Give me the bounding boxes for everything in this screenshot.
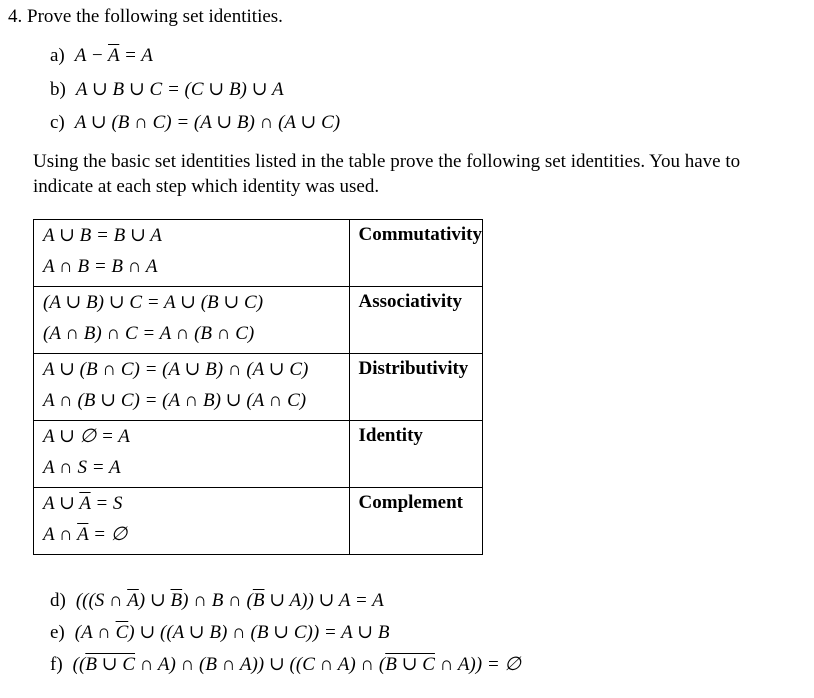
expr-segment: (A ∩ — [74, 622, 116, 643]
problem-number: 4. — [8, 6, 23, 27]
identity-formulas — [34, 421, 350, 488]
expr-segment: ∩ A) ∩ (B ∩ A)) ∪ ((C ∩ A) ∩ ( — [135, 654, 386, 675]
instruction-line-2: indicate at each step which identity was used. — [33, 176, 380, 197]
overlined-term: $\overline{A}$ — [77, 524, 89, 545]
expr-segment: = A — [119, 45, 153, 66]
table-row — [34, 354, 483, 421]
formula — [43, 452, 349, 483]
expr-segment: (A ∪ B) ∪ C = A ∪ (B ∪ C) — [43, 292, 264, 313]
table-row — [34, 488, 483, 555]
item-label: f) — [50, 654, 63, 675]
formula — [43, 385, 349, 416]
identity-name: Complement — [349, 488, 482, 555]
identity-name: Identity — [349, 421, 482, 488]
item-label: c) — [50, 112, 65, 133]
problem-title: Prove the following set identities. — [27, 6, 283, 27]
expr-segment: A ∪ (B ∩ C) = (A ∪ B) ∩ (A ∪ C) — [74, 112, 341, 133]
expr-segment: ∩ A)) = ∅ — [434, 654, 521, 675]
overlined-term: $\overline{A}$ — [108, 45, 120, 66]
overlined-term: B ∪ C — [385, 654, 435, 675]
expr-segment: A ∩ — [43, 524, 78, 545]
identity-item-d — [50, 589, 384, 612]
instruction-line-1: Using the basic set identities listed in the table prove the following set identities. You have to — [33, 151, 741, 172]
identity-item-a — [50, 45, 153, 67]
identity-name: Commutativity — [349, 220, 482, 287]
formula — [43, 354, 349, 385]
identity-item-e — [50, 621, 389, 644]
formula — [43, 421, 349, 452]
overlined-term: $\overline{B}$ — [170, 590, 183, 611]
identity-item-c — [50, 111, 340, 134]
formula — [43, 287, 349, 318]
expr-segment: = ∅ — [88, 524, 128, 545]
overlined-term: B ∪ C — [85, 654, 136, 675]
expr-segment: ∪ A)) ∪ A = A — [264, 590, 384, 611]
expr-segment: ) ∪ ((A ∪ B) ∩ (B ∪ C)) = A ∪ B — [128, 622, 390, 643]
expr-segment: A ∪ ∅ = A — [43, 426, 130, 447]
identity-name: Associativity — [349, 287, 482, 354]
identity-formulas — [34, 354, 350, 421]
expr-segment: A ∪ B = B ∪ A — [43, 225, 162, 246]
expr-segment: ) ∩ B ∩ ( — [182, 590, 253, 611]
identity-formulas — [34, 220, 350, 287]
formula — [43, 251, 349, 282]
table-row — [34, 287, 483, 354]
expr-segment: A ∩ (B ∪ C) = (A ∩ B) ∪ (A ∩ C) — [43, 390, 307, 411]
expr-segment: A ∪ B ∪ C = (C ∪ B) ∪ A — [75, 79, 284, 100]
expr-segment: A ∪ — [43, 493, 80, 514]
formula — [43, 519, 349, 550]
item-label: d) — [50, 590, 66, 611]
identity-item-f — [50, 653, 521, 676]
problem-heading — [8, 6, 283, 28]
identity-item-b — [50, 78, 284, 101]
item-label: b) — [50, 79, 66, 100]
overlined-term: $\overline{B}$ — [252, 590, 265, 611]
expr-segment: (( — [72, 654, 86, 675]
expr-segment: ) ∪ — [138, 590, 171, 611]
formula — [43, 318, 349, 349]
table-row — [34, 421, 483, 488]
identities-table — [33, 219, 483, 555]
expr-segment: A − — [74, 45, 109, 66]
table-row — [34, 220, 483, 287]
formula — [43, 488, 349, 519]
formula — [43, 220, 349, 251]
identity-formulas — [34, 488, 350, 555]
overlined-term: $\overline{C}$ — [115, 622, 129, 643]
expr-segment: = S — [90, 493, 123, 514]
expr-segment: A ∪ (B ∩ C) = (A ∪ B) ∩ (A ∪ C) — [43, 359, 309, 380]
identity-formulas — [34, 287, 350, 354]
overlined-term: $\overline{A}$ — [79, 493, 91, 514]
expr-segment: A ∩ S = A — [43, 457, 121, 478]
expr-segment: A ∩ B = B ∩ A — [43, 256, 158, 277]
overlined-term: $\overline{A}$ — [127, 590, 139, 611]
expr-segment: (((S ∩ — [75, 590, 128, 611]
item-label: a) — [50, 45, 65, 66]
item-label: e) — [50, 622, 65, 643]
expr-segment: (A ∩ B) ∩ C = A ∩ (B ∩ C) — [43, 323, 255, 344]
identity-name: Distributivity — [349, 354, 482, 421]
